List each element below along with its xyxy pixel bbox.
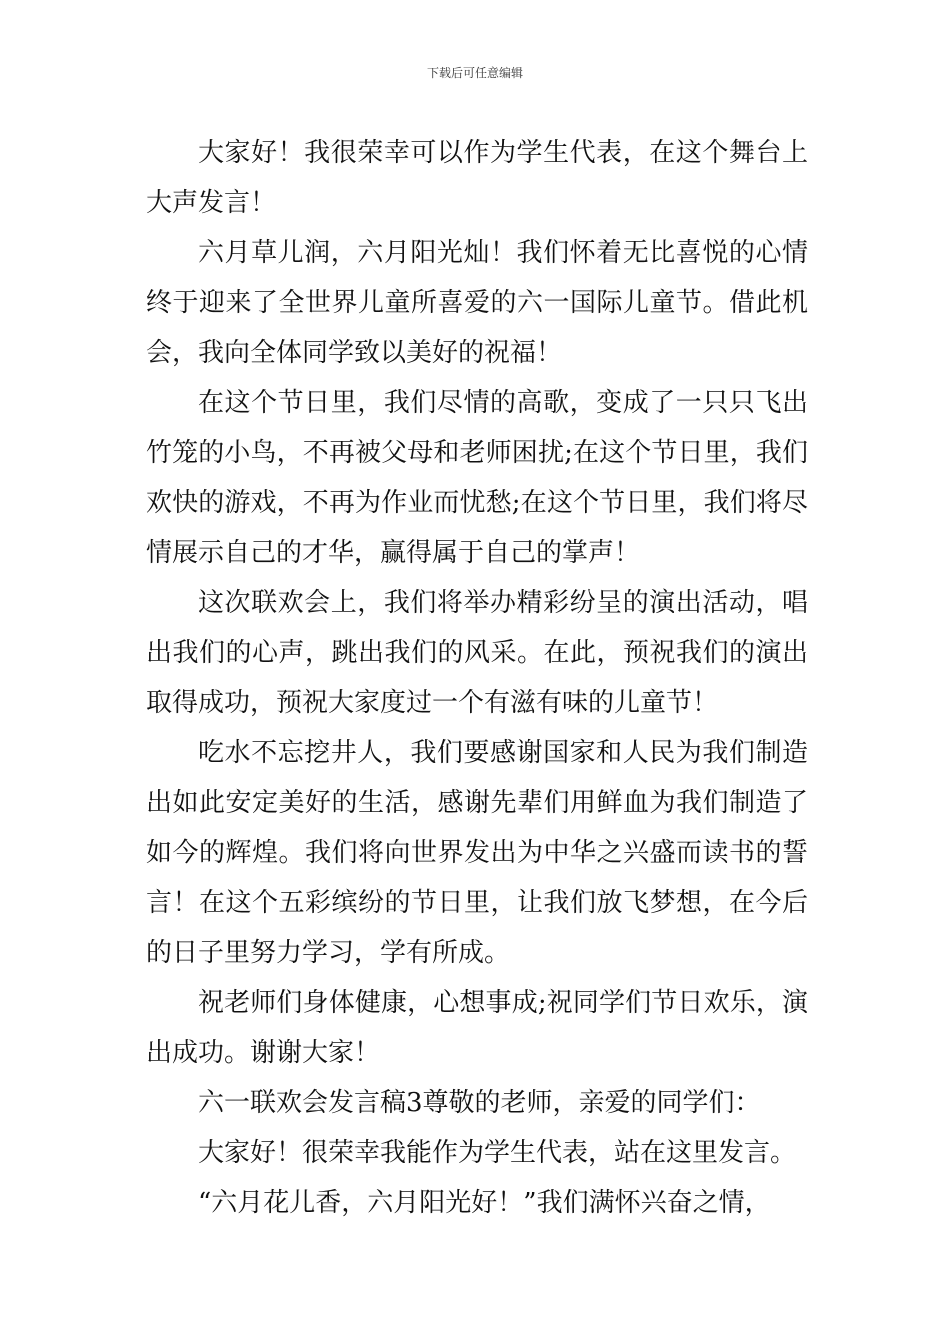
paragraph: 六月草儿润，六月阳光灿！我们怀着无比喜悦的心情终于迎来了全世界儿童所喜爱的六一国际儿童节。借此机会，我向全体同学致以美好的祝福！ — [146, 238, 808, 368]
paragraph: 吃水不忘挖井人，我们要感谢国家和人民为我们制造出如此安定美好的生活，感谢先辈们用鲜血为我们制造了如今的辉煌。我们将向世界发出为中华之兴盛而读书的誓言！在这个五彩缤纷的节日里，让我们放飞梦想，在今后的日子里努力学习，学有所成。 — [146, 738, 808, 968]
paragraph: 祝老师们身体健康，心想事成;祝同学们节日欢乐，演出成功。谢谢大家！ — [146, 988, 808, 1068]
document-body — [146, 128, 808, 1228]
page-header: 下载后可任意编辑 — [426, 66, 523, 80]
paragraph: 大家好！很荣幸我能作为学生代表，站在这里发言。 — [198, 1138, 797, 1168]
paragraph: 在这个节日里，我们尽情的高歌，变成了一只只飞出竹笼的小鸟，不再被父母和老师困扰;在这个节日里，我们欢快的游戏，不再为作业而忧愁;在这个节日里，我们将尽情展示自己的才华，赢得属于自己的掌声！ — [146, 388, 808, 568]
paragraph: 大家好！我很荣幸可以作为学生代表，在这个舞台上大声发言！ — [146, 138, 808, 218]
paragraph: “六月花儿香，六月阳光好！”我们满怀兴奋之情， — [198, 1188, 771, 1218]
paragraph: 这次联欢会上，我们将举办精彩纷呈的演出活动，唱出我们的心声，跳出我们的风采。在此，预祝我们的演出取得成功，预祝大家度过一个有滋有味的儿童节！ — [146, 588, 808, 718]
paragraph: 六一联欢会发言稿3尊敬的老师，亲爱的同学们： — [198, 1088, 761, 1118]
